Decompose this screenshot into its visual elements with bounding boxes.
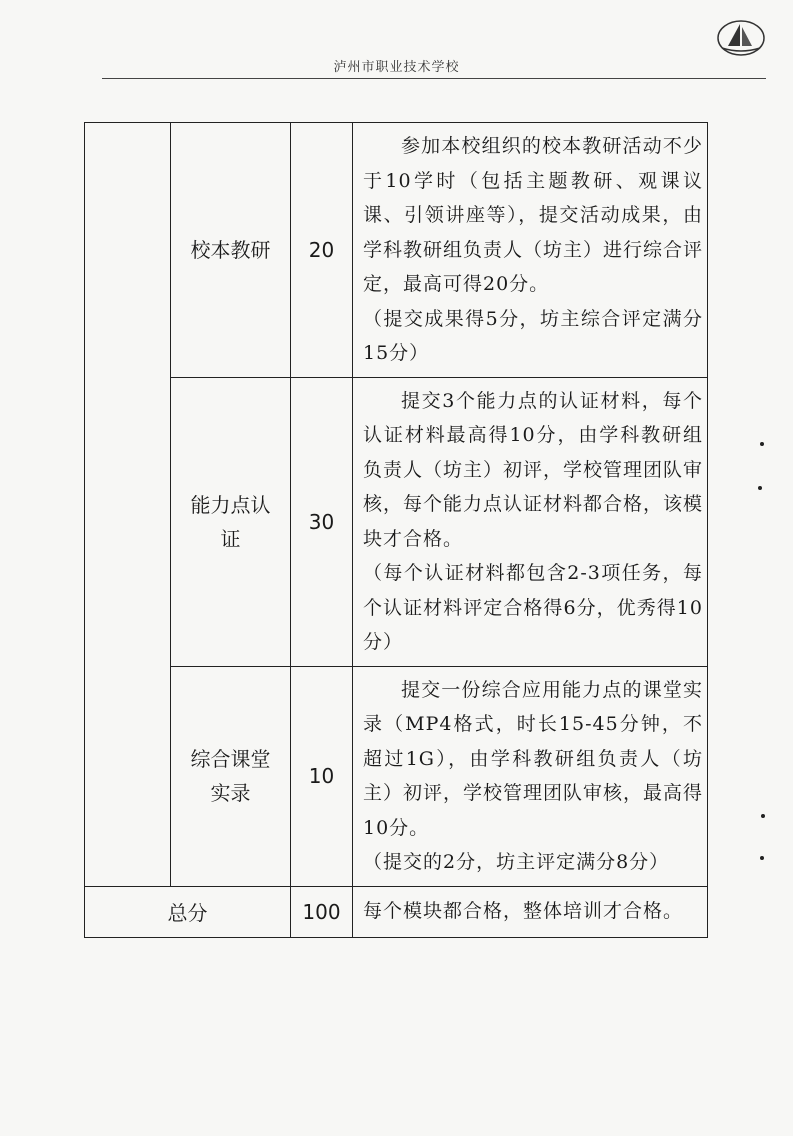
requirement-text: 提交一份综合应用能力点的课堂实录（MP4格式，时长15-45分钟，不超过1G），由学科教研组负责人（坊主）初评，学校管理团队审核，最高得10分。 xyxy=(363,678,704,839)
total-requirement: 每个模块都合格，整体培训才合格。 xyxy=(353,886,708,937)
module-score: 30 xyxy=(291,377,353,666)
sailboat-logo-icon xyxy=(716,18,766,58)
scoring-table xyxy=(84,122,708,938)
scan-speck xyxy=(760,856,764,860)
school-name-header: 泸州市职业技术学校 xyxy=(333,60,460,75)
table-row xyxy=(85,123,708,378)
scoring-table-wrapper xyxy=(84,122,708,938)
module-name: 校本教研 xyxy=(171,123,291,378)
module-requirements xyxy=(353,666,708,886)
merged-empty-cell xyxy=(85,123,171,887)
requirement-note: （提交的2分，坊主评定满分8分） xyxy=(363,851,670,873)
module-score: 10 xyxy=(291,666,353,886)
header-rule xyxy=(102,78,766,79)
total-label: 总分 xyxy=(85,886,291,937)
requirement-note: （提交成果得5分，坊主综合评定满分15分） xyxy=(363,307,703,364)
table-row xyxy=(85,666,708,886)
module-requirements xyxy=(353,123,708,378)
module-name xyxy=(171,666,291,886)
requirement-note: （每个认证材料都包含2-3项任务，每个认证材料评定合格得6分，优秀得10分） xyxy=(363,562,703,653)
module-name xyxy=(171,377,291,666)
module-requirements xyxy=(353,377,708,666)
table-row xyxy=(85,377,708,666)
module-score: 20 xyxy=(291,123,353,378)
scan-speck xyxy=(761,814,765,818)
scan-speck xyxy=(760,442,764,446)
total-row xyxy=(85,886,708,937)
scan-speck xyxy=(758,486,762,490)
module-name-text: 能力点认证 xyxy=(190,492,271,551)
total-score: 100 xyxy=(291,886,353,937)
requirement-text: 提交3个能力点的认证材料，每个认证材料最高得10分，由学科教研组负责人（坊主）初评，学校管理团队审核，每个能力点认证材料都合格，该模块才合格。 xyxy=(363,389,704,550)
requirement-text: 参加本校组织的校本教研活动不少于10学时（包括主题教研、观课议课、引领讲座等），提交活动成果，由学科教研组负责人（坊主）进行综合评定，最高可得20分。 xyxy=(363,135,704,295)
module-name-text: 综合课堂实录 xyxy=(190,747,271,805)
